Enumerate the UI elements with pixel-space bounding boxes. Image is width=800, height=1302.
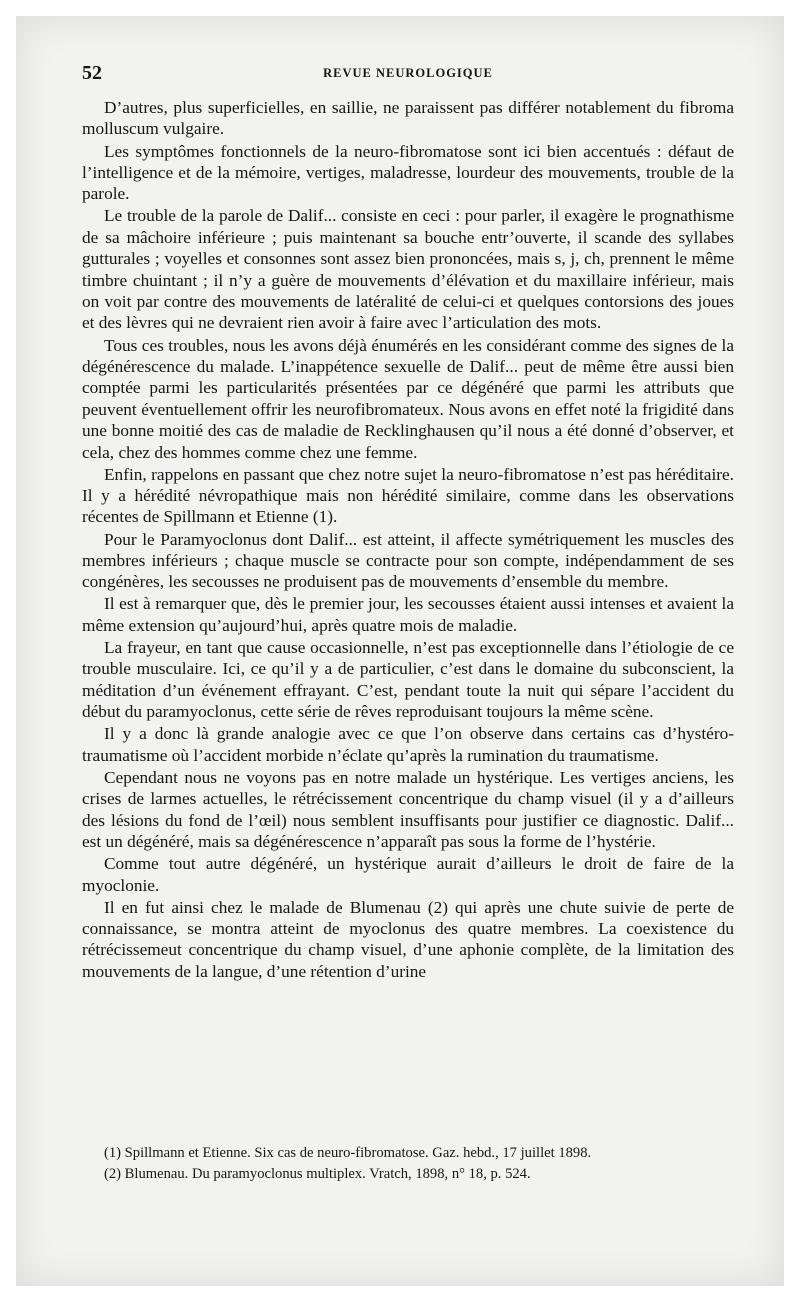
paragraph: Tous ces troubles, nous les avons déjà énumérés en les considérant comme des signes de la dégénérescence du malade. L’inappétence sexuelle de Dalif... peut de même être aussi bien comptée parmi les particularités présentées par ce dégénéré que parmi les attributs que peuvent éventuellement offrir les neurofibromateux. Nous avons en effet noté la frigidité dans une bonne moitié des cas de maladie de Recklinghausen qu’il nous a été donné d’observer, et cela, chez des hommes comme chez une femme.	[82, 335, 734, 462]
body-text	[82, 97, 734, 983]
running-head: REVUE NEUROLOGIQUE	[323, 66, 493, 80]
paragraph: Enfin, rappelons en passant que chez notre sujet la neuro-fibromatose n’est pas héréditaire. Il y a hérédité névropathique mais non hérédité similaire, comme dans les observations récentes de Spillmann et Etienne (1).	[82, 464, 734, 527]
paragraph: Il y a donc là grande analogie avec ce que l’on observe dans certains cas d’hystéro-traumatisme où l’accident morbide n’éclate qu’après la rumination du traumatisme.	[82, 724, 734, 765]
paragraph: Les symptômes fonctionnels de la neuro-fibromatose sont ici bien accentués : défaut de l’intelligence et de la mémoire, vertiges, maladresse, lourdeur des mouvements, trouble de la parole.	[82, 141, 734, 204]
paragraph: Il est à remarquer que, dès le premier jour, les secousses étaient aussi intenses et avaient la même extension qu’aujourd’hui, après quatre mois de maladie.	[82, 594, 734, 635]
page-number: 52	[82, 62, 102, 84]
paragraph: La frayeur, en tant que cause occasionnelle, n’est pas exceptionnelle dans l’étiologie de ce trouble musculaire. Ici, ce qu’il y a de particulier, c’est dans le domaine du subconscient, la méditation d’un événement effrayant. C’est, pendant toute la nuit qui sépare l’accident du début du paramyoclonus, cette série de rêves reproduisant toujours la même scène.	[82, 637, 734, 722]
footnote: (1) Spillmann et Etienne. Six cas de neuro-fibromatose. Gaz. hebd., 17 juillet 1898.	[104, 1145, 592, 1161]
paragraph: D’autres, plus superficielles, en saillie, ne paraissent pas différer notablement du fibroma molluscum vulgaire.	[82, 98, 734, 139]
paragraph: Cependant nous ne voyons pas en notre malade un hystérique. Les vertiges anciens, les crises de larmes actuelles, le rétrécissement concentrique du champ visuel (il y a d’ailleurs des lésions du fond de l’œil) nous semblent insuffisants pour justifier ce diagnostic. Dalif... est un dégénéré, mais sa dégénérescence n’apparaît pas sous la forme de l’hystérie.	[82, 767, 734, 851]
page-header	[82, 62, 734, 92]
paragraph: Il en fut ainsi chez le malade de Blumenau (2) qui après une chute suivie de perte de connaissance, se montra atteint de myoclonus des quatre membres. La coexistence du rétrécissemeut concentrique du champ visuel, d’une aphonie complète, de la limitation des mouvements de la langue, d’une rétention d’urine	[82, 897, 734, 981]
footnotes	[82, 1143, 734, 1185]
paragraph: Le trouble de la parole de Dalif... consiste en ceci : pour parler, il exagère le prognathisme de sa mâchoire inférieure ; puis maintenant sa bouche entr’ouverte, il scande des syllabes gutturales ; voyelles et consonnes sont assez bien prononcées, mais s, j, ch, prennent le même timbre chuintant ; il n’y a guère de mouvements d’élévation et du maxillaire inférieur, mais on voit par contre des mouvements de latéralité de celui-ci et quelques contorsions des joues et des lèvres qui ne devraient rien avoir à faire avec l’articulation des mots.	[82, 206, 734, 333]
paragraph: Pour le Paramyoclonus dont Dalif... est atteint, il affecte symétriquement les muscles des membres inférieurs ; chaque muscle se contracte pour son compte, indépendamment de ses congénères, les secousses ne produisent pas de mouvements d’ensemble du membre.	[82, 529, 734, 592]
footnote: (2) Blumenau. Du paramyoclonus multiplex. Vratch, 1898, n° 18, p. 524.	[104, 1166, 531, 1182]
paragraph: Comme tout autre dégénéré, un hystérique aurait d’ailleurs le droit de faire de la myoclonie.	[82, 854, 734, 895]
